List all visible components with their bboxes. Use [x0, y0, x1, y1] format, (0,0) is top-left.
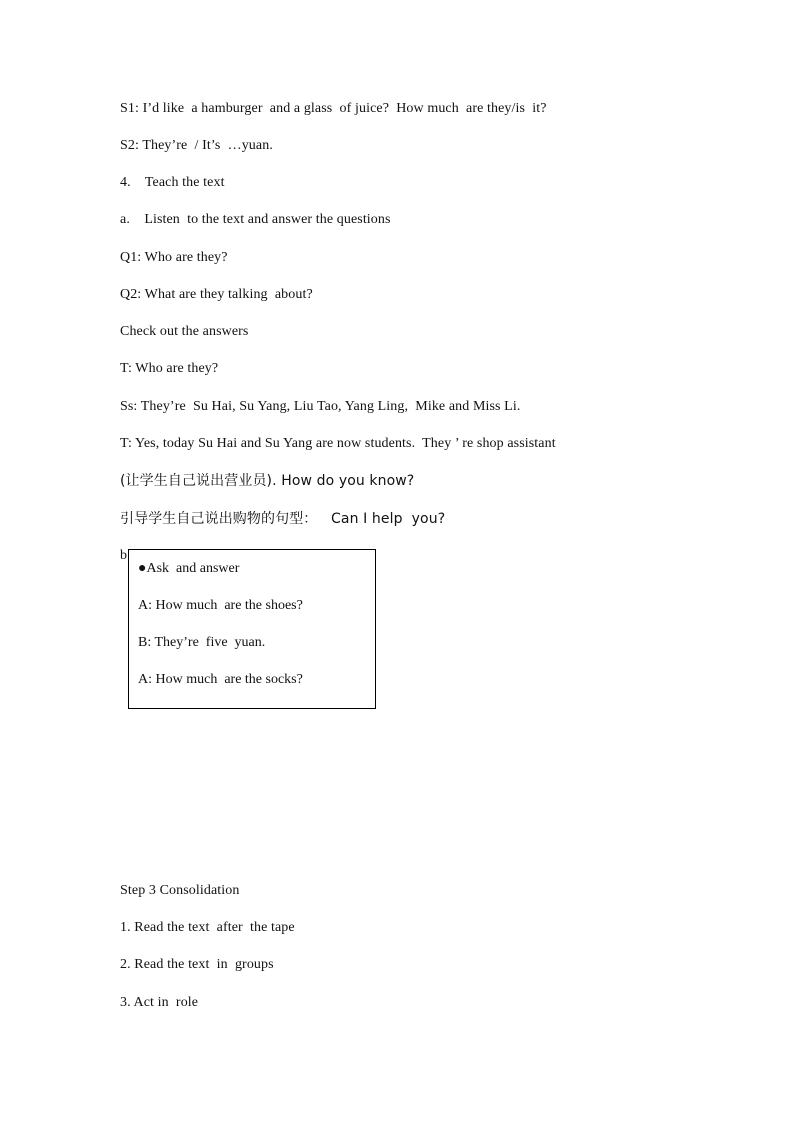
check-answers-line: Check out the answers: [120, 324, 249, 339]
dialogue-line-s1: S1: I’d like a hamburger and a glass of juice? How much are they/is it?: [120, 101, 547, 116]
teacher-question-line: T: Who are they?: [120, 361, 219, 376]
ask-and-answer-box: [128, 549, 376, 709]
consolidation-item-1: 1. Read the text after the tape: [120, 920, 295, 935]
students-answer-line: Ss: They’re Su Hai, Su Yang, Liu Tao, Yang Ling, Mike and Miss Li.: [120, 399, 521, 414]
dialogue-line-s2: S2: They’re / It’s …yuan.: [120, 138, 273, 153]
sub-step-b-label: b: [120, 548, 128, 563]
guide-sentence-line: 引导学生自己说出购物的句型： Can I help you?: [120, 511, 446, 527]
teacher-statement-line: T: Yes, today Su Hai and Su Yang are now students. They ’ re shop assistant: [120, 436, 556, 451]
box-line-socks-question: A: How much are the socks?: [138, 672, 303, 687]
box-title: ●Ask and answer: [138, 561, 240, 576]
consolidation-title: Step 3 Consolidation: [120, 883, 240, 898]
box-line-shoes-question: A: How much are the shoes?: [138, 598, 303, 613]
question-q1: Q1: Who are they?: [120, 250, 228, 265]
step-teach-the-text: 4. Teach the text: [120, 175, 225, 190]
sub-step-listen: a. Listen to the text and answer the questions: [120, 212, 391, 227]
question-q2: Q2: What are they talking about?: [120, 287, 313, 302]
consolidation-item-3: 3. Act in role: [120, 995, 199, 1010]
box-line-shoes-answer: B: They’re five yuan.: [138, 635, 266, 650]
consolidation-item-2: 2. Read the text in groups: [120, 957, 274, 972]
teacher-note-line: (让学生自己说出营业员). How do you know?: [120, 473, 415, 489]
